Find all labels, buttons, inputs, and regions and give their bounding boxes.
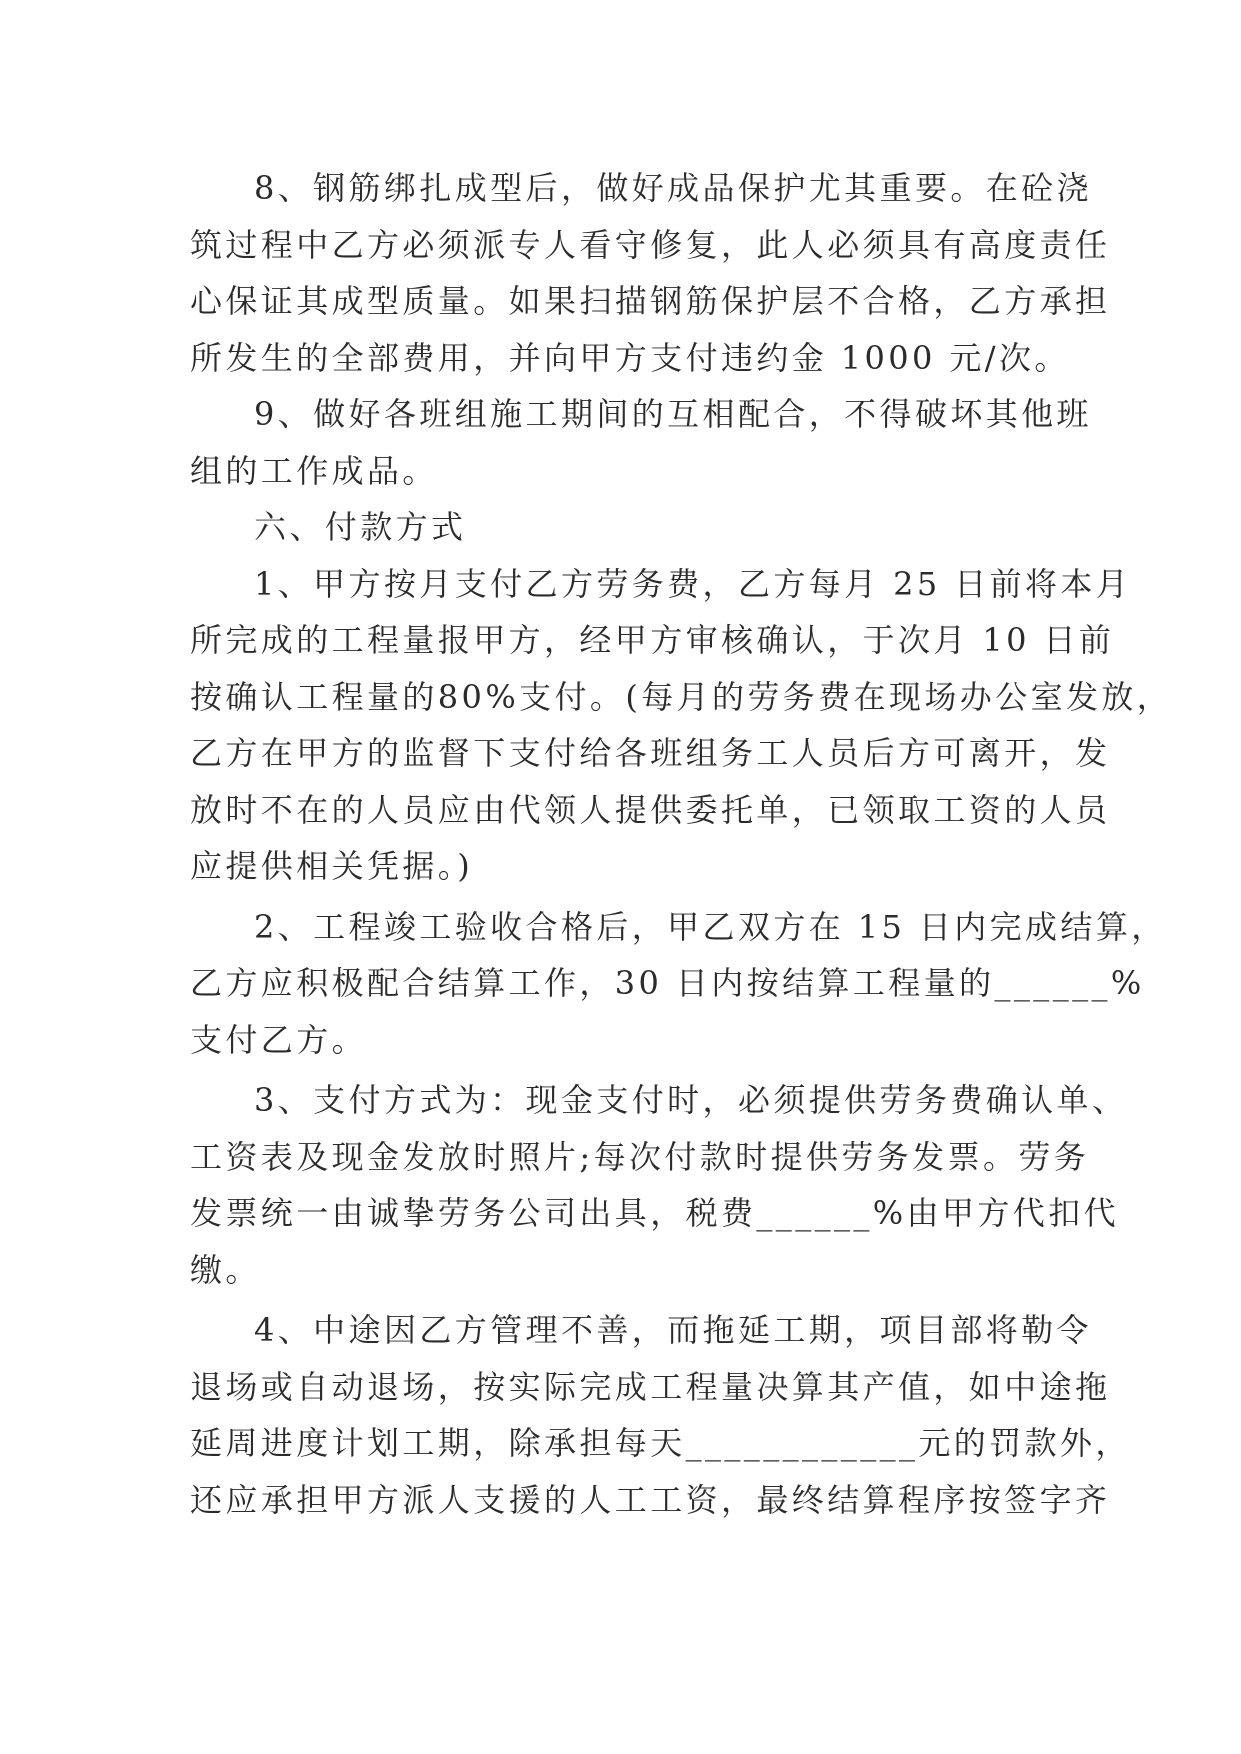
paragraph-line: 筑过程中乙方必须派专人看守修复，此人必须具有高度责任 <box>190 225 1111 264</box>
paragraph-line: 所完成的工程量报甲方，经甲方审核确认，于次月 10 日前 <box>190 621 1115 659</box>
document-body <box>190 160 1173 1528</box>
paragraph-line: 还应承担甲方派人支援的人工工资，最终结算程序按签字齐 <box>190 1480 1111 1519</box>
paragraph-line: 组的工作成品。 <box>190 451 438 490</box>
paragraph-line: 所发生的全部费用，并向甲方支付违约金 1000 元/次。 <box>190 338 1070 377</box>
paragraph-line: 缴。 <box>190 1250 261 1289</box>
section-heading: 六、付款方式 <box>254 508 467 546</box>
paragraph-line: 9、做好各班组施工期间的互相配合，不得破坏其他班 <box>254 395 1092 433</box>
paragraph-line: 支付乙方。 <box>190 1020 368 1059</box>
paragraph-line: 工资表及现金发放时照片;每次付款时提供劳务发票。劳务 <box>190 1137 1090 1176</box>
paragraph-line: 4、中途因乙方管理不善，而拖延工期，项目部将勒令 <box>254 1311 1092 1349</box>
paragraph-line: 8、钢筋绑扎成型后，做好成品保护尤其重要。在砼浇 <box>254 169 1092 207</box>
paragraph-line: 心保证其成型质量。如果扫描钢筋保护层不合格，乙方承担 <box>190 282 1111 320</box>
paragraph-line: 发票统一由诚挚劳务公司出具，税费______%由甲方代扣代 <box>190 1194 1120 1232</box>
paragraph-line: 按确认工程量的80%支付。(每月的劳务费在现场办公室发放， <box>190 677 1173 716</box>
paragraph-line: 乙方在甲方的监督下支付给各班组务工人员后方可离开，发 <box>190 734 1111 772</box>
paragraph-line: 2、工程竣工验收合格后，甲乙双方在 15 日内完成结算， <box>254 907 1167 946</box>
paragraph-line: 退场或自动退场，按实际完成工程量决算其产值，如中途拖 <box>190 1367 1111 1406</box>
paragraph-line: 乙方应积极配合结算工作，30 日内按结算工程量的______% <box>190 964 1145 1002</box>
paragraph-line: 3、支付方式为：现金支付时，必须提供劳务费确认单、 <box>254 1081 1128 1119</box>
paragraph-line: 延周进度计划工期，除承担每天____________元的罚款外， <box>190 1424 1131 1462</box>
paragraph-line: 放时不在的人员应由代领人提供委托单，已领取工资的人员 <box>190 790 1111 829</box>
paragraph-line: 1、甲方按月支付乙方劳务费，乙方每月 25 日前将本月 <box>254 564 1132 603</box>
paragraph-line: 应提供相关凭据。) <box>190 847 474 885</box>
